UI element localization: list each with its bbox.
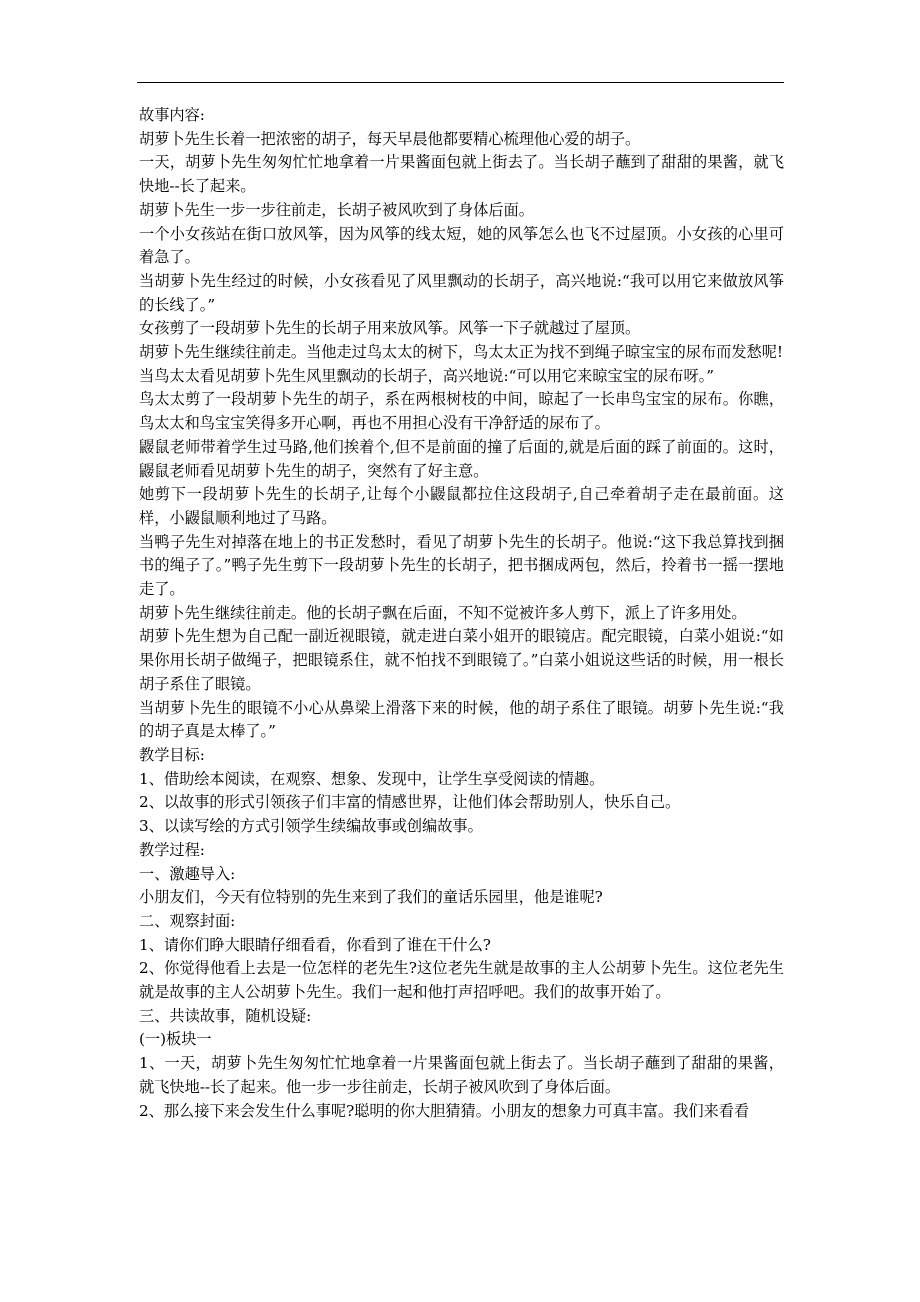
- section-heading-goals: 教学目标:: [139, 745, 205, 764]
- paragraph: 鼹鼠老师带着学生过马路,他们挨着个,但不是前面的撞了后面的,就是后面的踩了前面的。这时，鼹鼠老师看见胡萝卜先生的胡子，突然有了好主意。: [139, 437, 784, 480]
- paragraph: 当鸭子先生对掉落在地上的书正发愁时，看见了胡萝卜先生的长胡子。他说:“这下我总算找到捆书的绳子了。”鸭子先生剪下一段胡萝卜先生的长胡子，把书捆成两包，然后，拎着书一摇一摆地走了。: [139, 532, 784, 599]
- subsection-heading: 一、激趣导入:: [139, 864, 236, 883]
- paragraph: 胡萝卜先生一步一步往前走，长胡子被风吹到了身体后面。: [139, 200, 534, 219]
- paragraph: 当胡萝卜先生的眼镜不小心从鼻梁上滑落下来的时候，他的胡子系住了眼镜。胡萝卜先生说:“我的胡子真是太棒了。”: [139, 698, 784, 741]
- paragraph: 2、你觉得他看上去是一位怎样的老先生?这位老先生就是故事的主人公胡萝卜先生。这位老先生就是故事的主人公胡萝卜先生。我们一起和他打声招呼吧。我们的故事开始了。: [139, 959, 784, 1002]
- paragraph: 胡萝卜先生长着一把浓密的胡子，每天早晨他都要精心梳理他心爱的胡子。: [139, 129, 641, 148]
- header-rule: [137, 82, 784, 83]
- goal-item: 1、借助绘本阅读，在观察、想象、发现中，让学生享受阅读的情趣。: [139, 769, 605, 788]
- goal-item: 3、以读写绘的方式引领学生续编故事或创编故事。: [139, 817, 483, 836]
- goal-item: 2、以故事的形式引领孩子们丰富的情感世界，让他们体会帮助别人，快乐自己。: [139, 793, 681, 812]
- paragraph: 小朋友们，今天有位特别的先生来到了我们的童话乐园里，他是谁呢?: [139, 888, 603, 907]
- paragraph: 她剪下一段胡萝卜先生的长胡子,让每个小鼹鼠都拉住这段胡子,自己牵着胡子走在最前面。这样，小鼹鼠顺利地过了马路。: [139, 485, 784, 527]
- paragraph: 当鸟太太看见胡萝卜先生风里飘动的长胡子，高兴地说:“可以用它来晾宝宝的尿布呀。”: [139, 366, 714, 385]
- paragraph: 1、请你们睁大眼睛仔细看看，你看到了谁在干什么?: [139, 935, 491, 954]
- paragraph: 女孩剪了一段胡萝卜先生的长胡子用来放风筝。风筝一下子就越过了屋顶。: [139, 319, 641, 338]
- paragraph: 胡萝卜先生继续往前走。他的长胡子飘在后面，不知不觉被许多人剪下，派上了许多用处。: [139, 603, 747, 622]
- paragraph: 胡萝卜先生继续往前走。当他走过鸟太太的树下，鸟太太正为找不到绳子晾宝宝的尿布而发愁呢!: [139, 343, 783, 362]
- paragraph: 当胡萝卜先生经过的时候，小女孩看见了风里飘动的长胡子，高兴地说:“我可以用它来做放风筝的长线了。”: [139, 271, 784, 314]
- paragraph: 胡萝卜先生想为自己配一副近视眼镜，就走进白菜小姐开的眼镜店。配完眼镜，白菜小姐说:“如果你用长胡子做绳子，把眼镜系住，就不怕找不到眼镜了。”白菜小姐说这些话的时候，用一根长胡子系住了眼镜。: [139, 627, 784, 693]
- document-body: [139, 104, 784, 1123]
- paragraph: 一个小女孩站在街口放风筝，因为风筝的线太短，她的风筝怎么也飞不过屋顶。小女孩的心里可着急了。: [139, 224, 784, 267]
- block-heading: (一)板块一: [139, 1030, 212, 1049]
- paragraph: 2、那么接下来会发生什么事呢?聪明的你大胆猜猜。小朋友的想象力可真丰富。我们来看看: [139, 1101, 750, 1120]
- paragraph: 一天，胡萝卜先生匆匆忙忙地拿着一片果酱面包就上街去了。当长胡子蘸到了甜甜的果酱，就飞快地--长了起来。: [139, 153, 784, 196]
- subsection-heading: 三、共读故事，随机设疑:: [139, 1006, 312, 1025]
- subsection-heading: 二、观察封面:: [139, 911, 236, 930]
- section-heading-process: 教学过程:: [139, 840, 205, 859]
- paragraph: 鸟太太剪了一段胡萝卜先生的胡子，系在两根树枝的中间，晾起了一长串鸟宝宝的尿布。你瞧，鸟太太和鸟宝宝笑得多开心啊，再也不用担心没有干净舒适的尿布了。: [139, 390, 784, 433]
- section-heading-story: 故事内容:: [139, 106, 205, 124]
- paragraph: 1、一天，胡萝卜先生匆匆忙忙地拿着一片果酱面包就上街去了。当长胡子蘸到了甜甜的果酱，就飞快地--长了起来。他一步一步往前走，长胡子被风吹到了身体后面。: [139, 1054, 784, 1096]
